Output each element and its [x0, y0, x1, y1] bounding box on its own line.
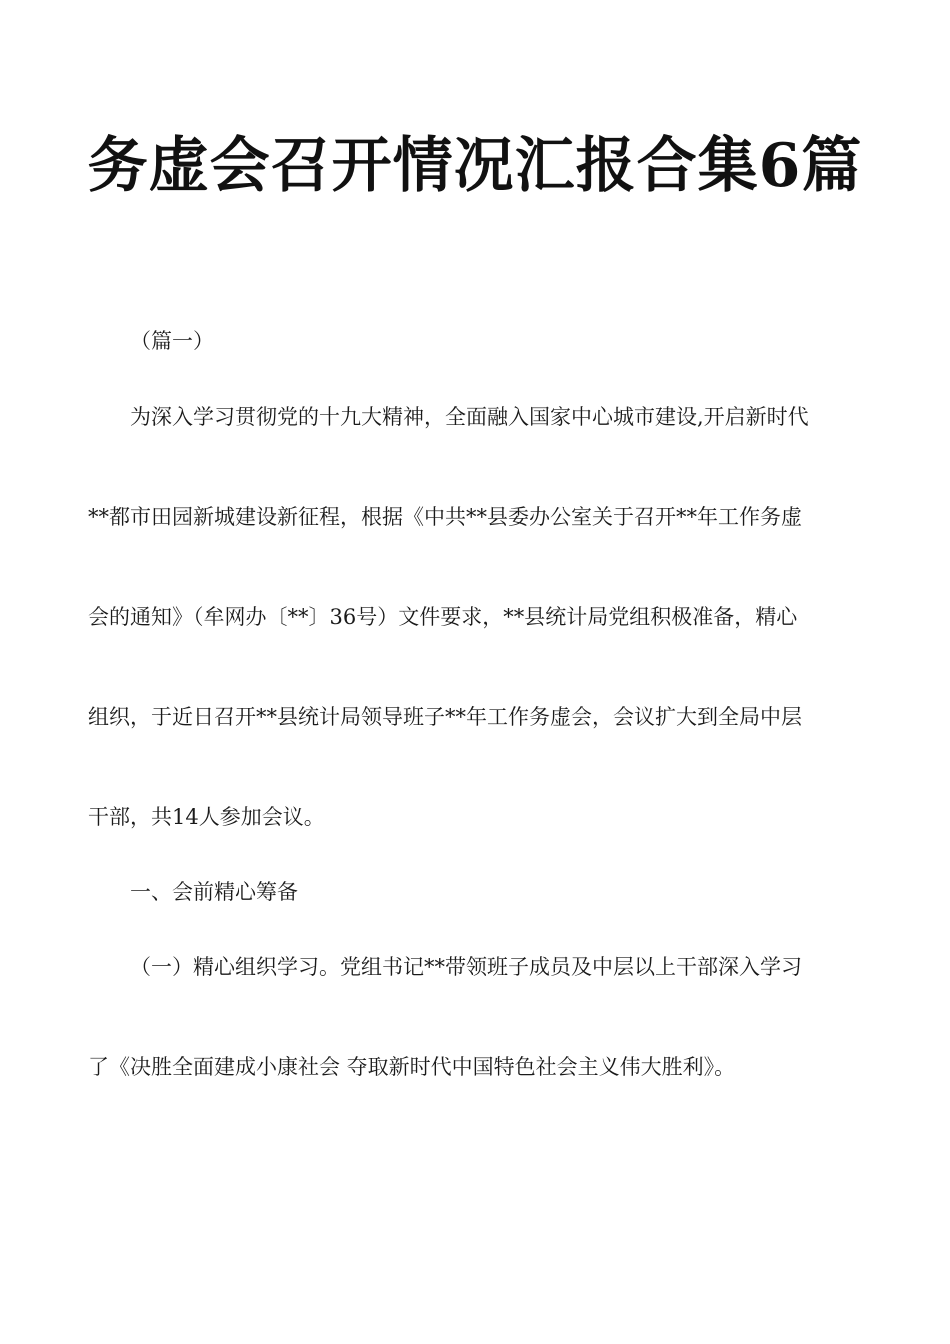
- section-label: （篇一）: [130, 329, 214, 353]
- paragraph-line: 了《决胜全面建成小康社会 夺取新时代中国特色社会主义伟大胜利》。: [88, 1055, 736, 1079]
- document-title: 务虚会召开情况汇报合集6篇: [87, 131, 863, 201]
- paragraph-line: 组织，于近日召开**县统计局领导班子**年工作务虚会，会议扩大到全局中层: [88, 705, 802, 729]
- paragraph-line: 会的通知》（牟网办〔**〕36号）文件要求，**县统计局党组积极准备，精心: [88, 605, 798, 629]
- paragraph-line: （一）精心组织学习。党组书记**带领班子成员及中层以上干部深入学习: [130, 955, 802, 979]
- section-heading: 一、会前精心筹备: [130, 880, 298, 904]
- paragraph-line: 为深入学习贯彻党的十九大精神，全面融入国家中心城市建设,开启新时代: [130, 405, 809, 429]
- paragraph-line: **都市田园新城建设新征程，根据《中共**县委办公室关于召开**年工作务虚: [88, 505, 802, 529]
- paragraph-line: 干部，共14人参加会议。: [88, 805, 325, 829]
